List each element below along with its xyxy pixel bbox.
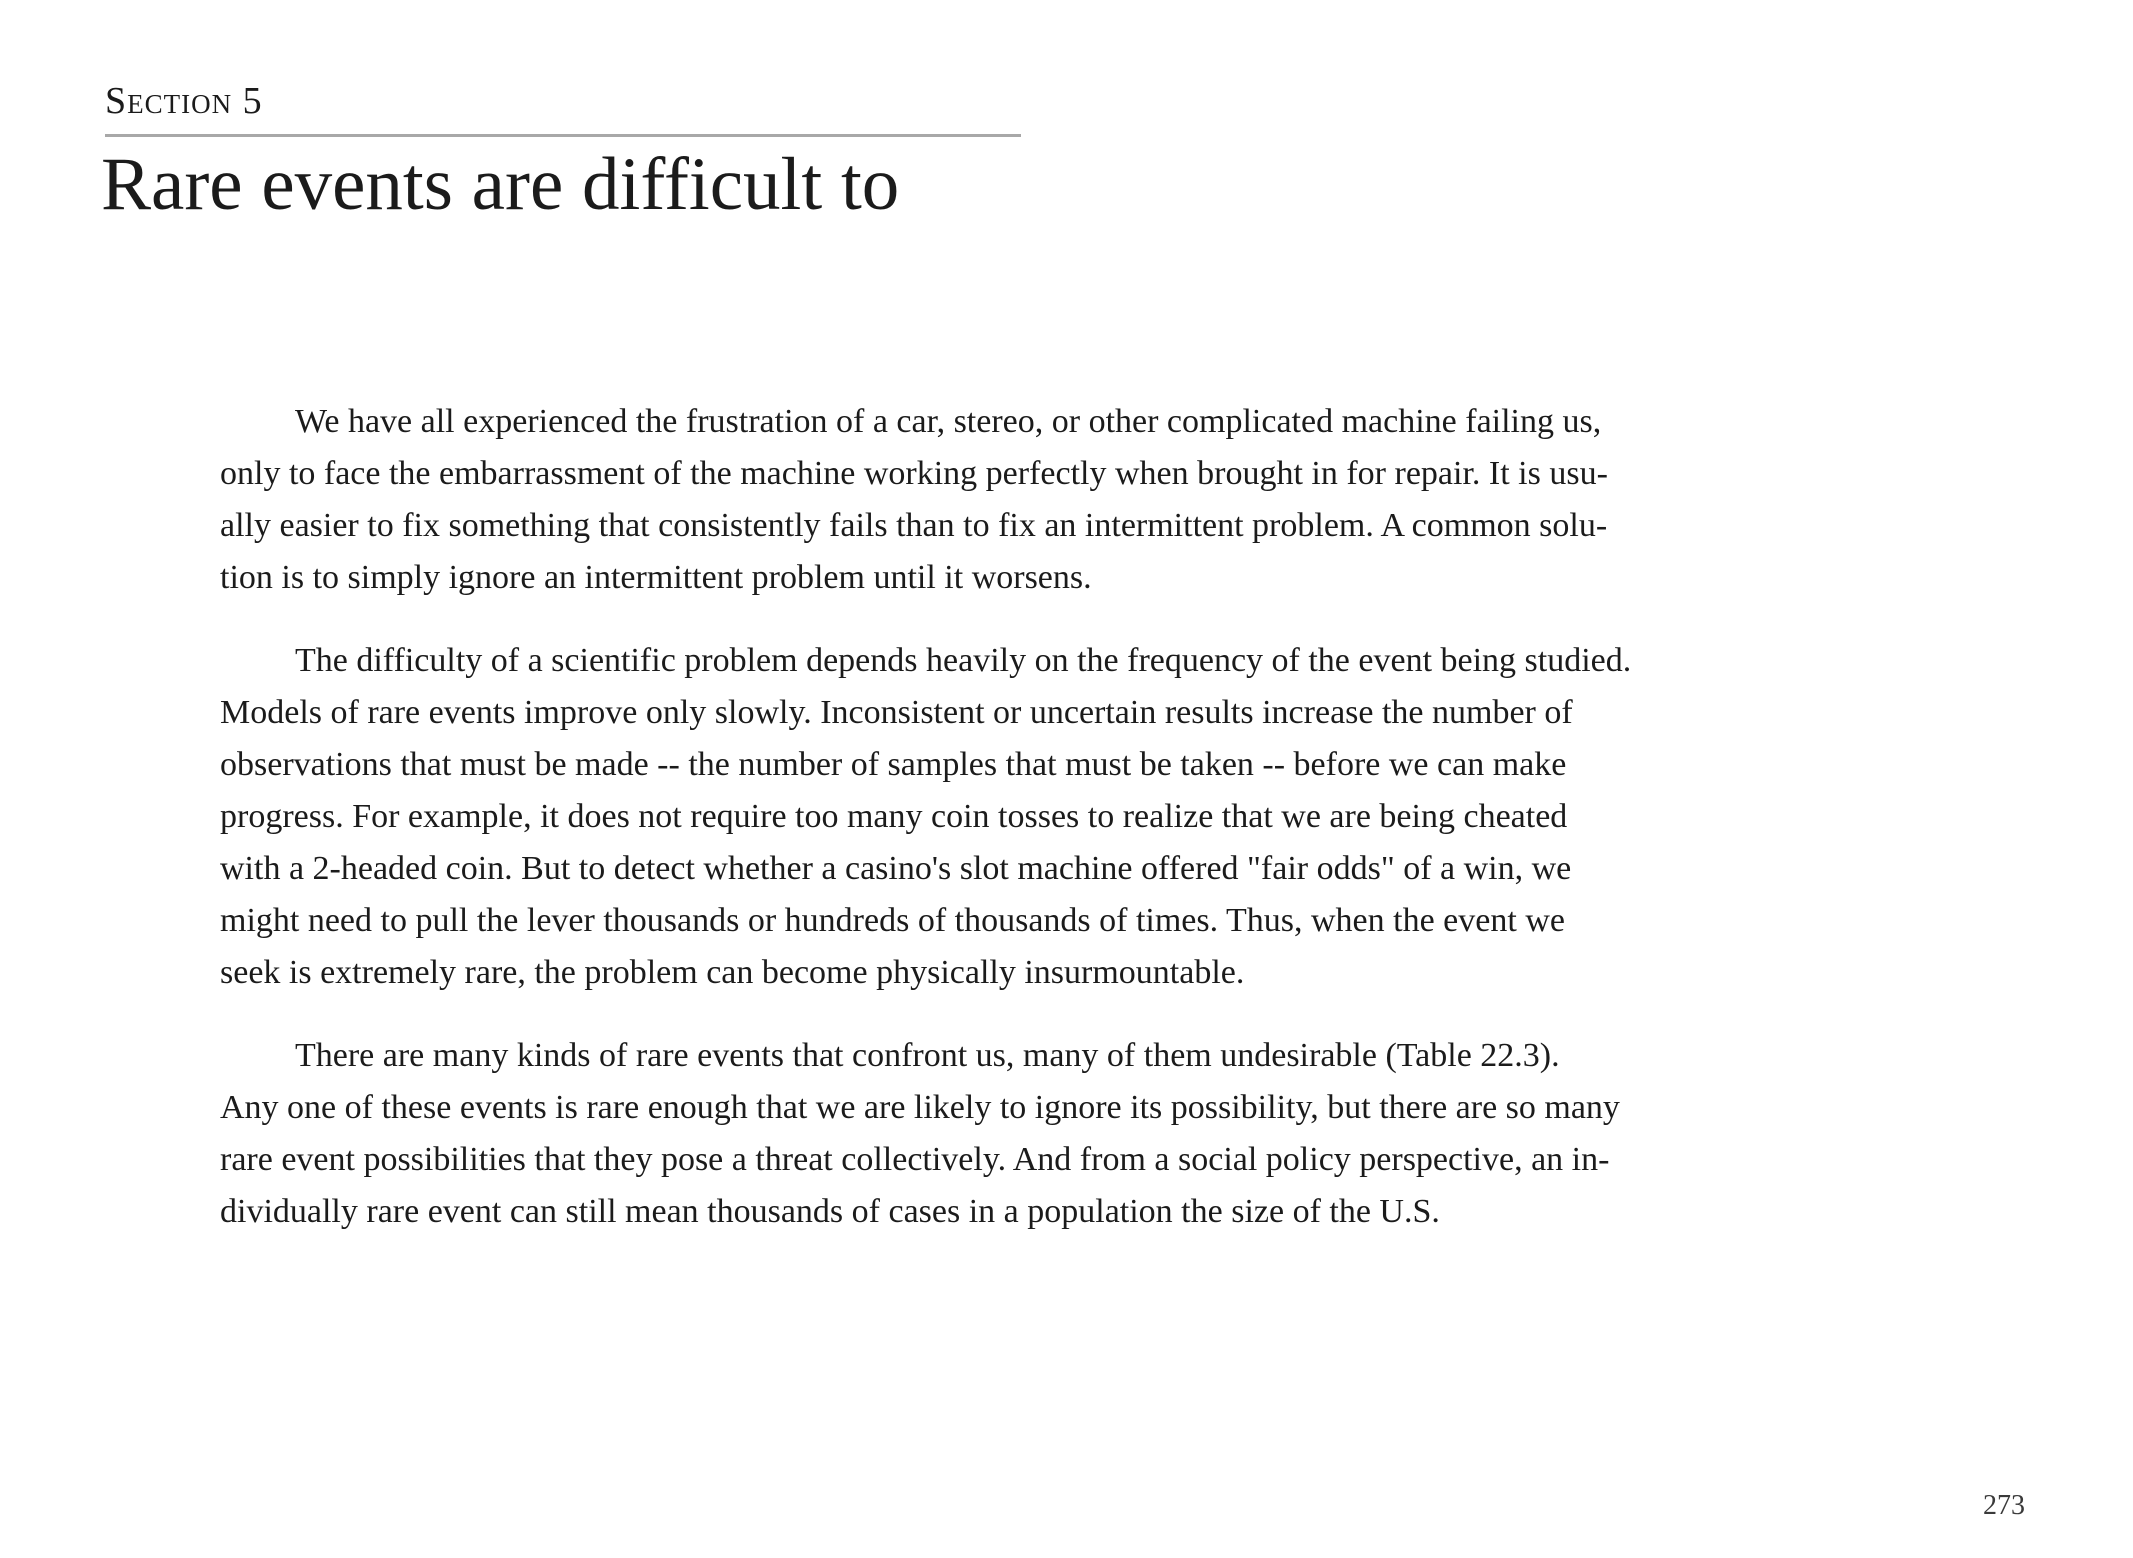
text-line: rare event possibilities that they pose a threat collectively. And from a social policy perspective, an in- bbox=[220, 1141, 1610, 1178]
page-number: 273 bbox=[1983, 1490, 2025, 1521]
paragraph-3 bbox=[220, 1030, 1930, 1238]
text-line: tion is to simply ignore an intermittent problem until it worsens. bbox=[220, 559, 1092, 596]
text-line: The difficulty of a scientific problem depends heavily on the frequency of the event being studied. bbox=[295, 642, 1632, 679]
section-label: Section 5 bbox=[105, 80, 263, 122]
paragraph-2 bbox=[220, 635, 1930, 999]
body-text bbox=[220, 396, 1930, 1269]
paragraph-1 bbox=[220, 396, 1930, 604]
text-line: Any one of these events is rare enough that we are likely to ignore its possibility, but there are so many bbox=[220, 1089, 1620, 1126]
section-rule-divider bbox=[105, 134, 1021, 137]
text-line: only to face the embarrassment of the machine working perfectly when brought in for repair. It is usu- bbox=[220, 455, 1608, 492]
text-line: There are many kinds of rare events that confront us, many of them undesirable (Table 22.3). bbox=[295, 1037, 1560, 1074]
text-line: with a 2-headed coin. But to detect whether a casino's slot machine offered "fair odds" of a win, we bbox=[220, 850, 1572, 887]
text-line: dividually rare event can still mean thousands of cases in a population the size of the U.S. bbox=[220, 1193, 1440, 1230]
text-line: seek is extremely rare, the problem can become physically insurmountable. bbox=[220, 954, 1245, 991]
text-line: might need to pull the lever thousands or hundreds of thousands of times. Thus, when the event we bbox=[220, 902, 1565, 939]
text-line: Models of rare events improve only slowly. Inconsistent or uncertain results increase the number of bbox=[220, 694, 1573, 731]
page-title: Rare events are difficult to bbox=[101, 143, 900, 226]
text-line: ally easier to fix something that consistently fails than to fix an intermittent problem. A common solu- bbox=[220, 507, 1608, 544]
text-line: progress. For example, it does not require too many coin tosses to realize that we are being cheated bbox=[220, 798, 1568, 835]
text-line: We have all experienced the frustration of a car, stereo, or other complicated machine failing us, bbox=[295, 403, 1602, 440]
text-line: observations that must be made -- the number of samples that must be taken -- before we can make bbox=[220, 746, 1567, 783]
